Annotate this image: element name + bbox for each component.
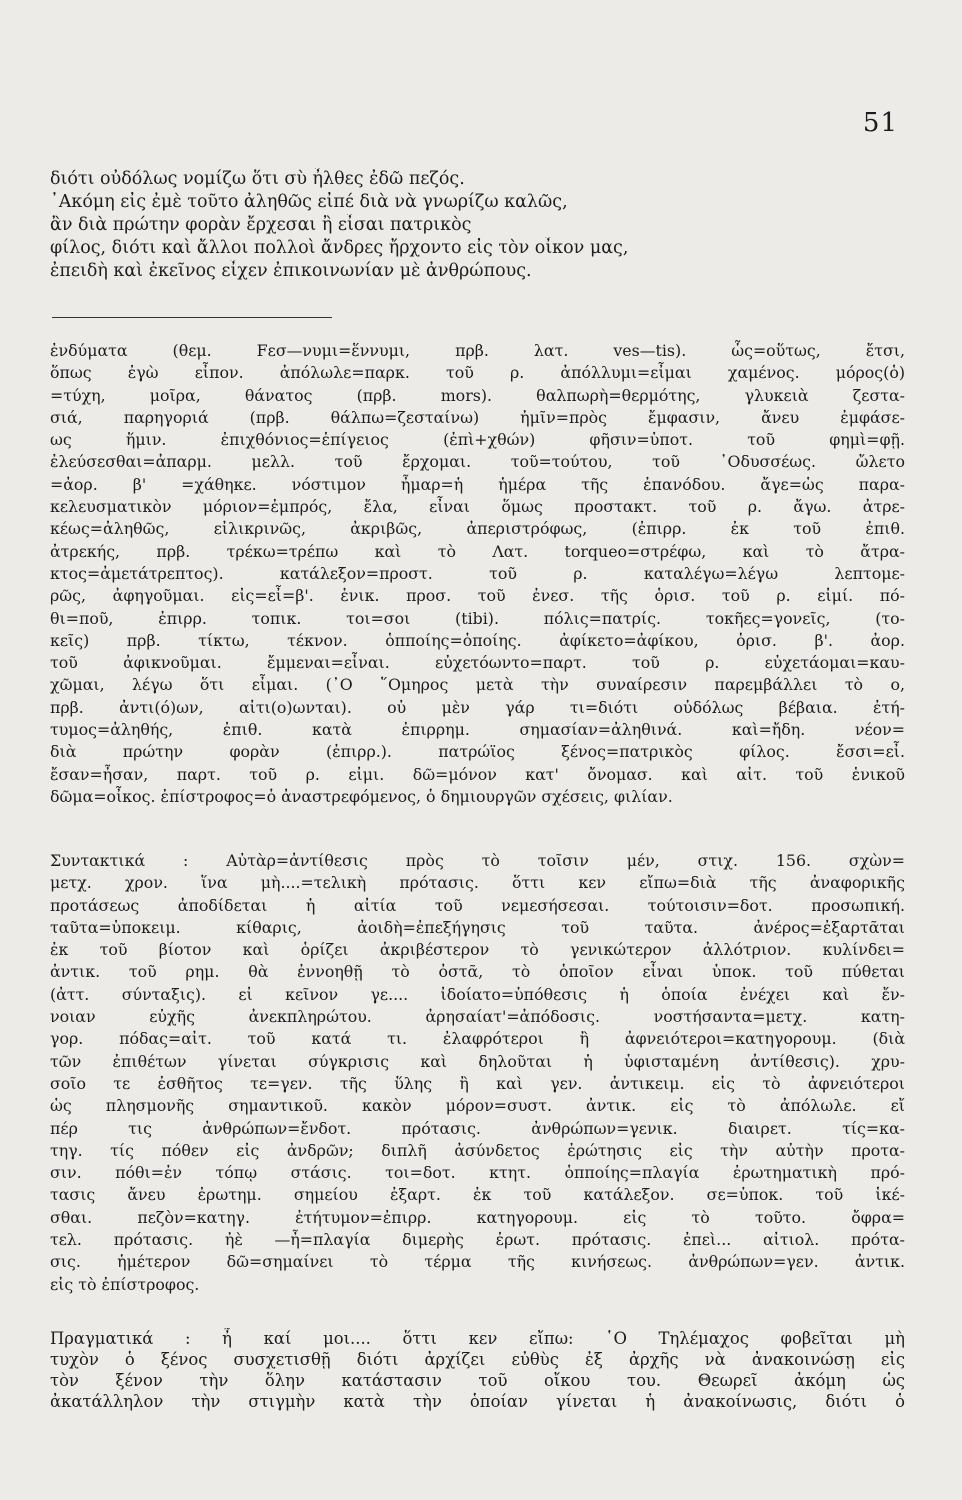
verse-line: διότι οὐδόλως νομίζω ὅτι σὺ ἦλθες ἐδῶ πεζός. <box>50 169 465 189</box>
page-number: 51 <box>862 108 898 138</box>
verse-line: ἐπειδὴ καὶ ἐκεῖνος εἶχεν ἐπικοινωνίαν μὲ ἀνθρώπους. <box>50 261 532 281</box>
realia-section <box>50 1328 905 1412</box>
notes-line: ως ἥμιν. ἐπιχθόνιος=ἐπίγειος (ἐπὶ+χθών) φῆσιν=ὑποτ. τοῦ φημὶ=φῇ. <box>50 430 905 450</box>
syntax-line: τῶν ἐπιθέτων γίνεται σύγκρισις καὶ δηλοῦται ἡ ὑφισταμένη ἀντίθεσις). χρυ- <box>50 1051 905 1071</box>
notes-line: =τύχη, μοῖρα, θάνατος (πρβ. mors). θαλπωρὴ=θερμότης, γλυκειὰ ζεστα- <box>50 385 905 405</box>
syntax-line: γορ. πόδας=αἰτ. τοῦ κατά τι. ἐλαφρότεροι ἢ ἀφνειότεροι=κατηγορουμ. (διὰ <box>50 1029 905 1049</box>
notes-line: κελευσματικὸν μόριον=ἐμπρός, ἔλα, εἶναι ὅμως προστακτ. τοῦ ρ. ἄγω. ἀτρε- <box>50 497 905 517</box>
notes-line: τοῦ ἀφικνοῦμαι. ἔμμεναι=εἶναι. εὐχετόωντο=παρτ. τοῦ ρ. εὐχετάομαι=καυ- <box>50 653 905 673</box>
notes-line: διὰ πρώτην φορὰν (ἐπιρρ.). πατρώϊος ξένος=πατρικὸς φίλος. ἔσσι=εἶ. <box>50 742 905 762</box>
vocabulary-notes <box>50 340 905 808</box>
notes-line: πρβ. ἀντι(ό)ων, αἰτι(ο)ωνται). οὐ μὲν γάρ τι=διότι οὐδόλως βέβαια. ἐτή- <box>50 697 905 717</box>
verse-line: ἂν διὰ πρώτην φορὰν ἔρχεσαι ἢ εἶσαι πατρικὸς <box>50 215 472 235</box>
syntax-line: τελ. πρότασις. ἠὲ —ἦ=πλαγία διμερὴς ἐρωτ. πρότασις. ἐπεὶ... αἰτιολ. πρότα- <box>50 1230 905 1250</box>
syntax-line: σις. ἡμέτερον δῶ=σημαίνει τὸ τέρμα τῆς κινήσεως. ἀνθρώπων=γεν. ἀντικ. <box>50 1252 905 1272</box>
notes-line: ὅπως ἐγὼ εἶπον. ἀπόλωλε=παρκ. τοῦ ρ. ἀπόλλυμι=εἶμαι χαμένος. μόρος(ὁ) <box>50 363 905 383</box>
notes-line: κτος=ἀμετάτρεπτος). κατάλεξον=προστ. τοῦ ρ. καταλέγω=λέγω λεπτομε- <box>50 563 905 583</box>
realia-line: ἀκατάλληλον τὴν στιγμὴν κατὰ τὴν ὁποίαν γίνεται ἡ ἀνακοίνωσις, διότι ὁ <box>50 1392 905 1411</box>
syntax-line: ταῦτα=ὑποκειμ. κίθαρις, ἀοιδὴ=ἐπεξήγησις τοῦ ταῦτα. ἀνέρος=ἐξαρτᾶται <box>50 917 905 937</box>
syntax-line: προτάσεως ἀποδίδεται ἡ αἰτία τοῦ νεμεσήσεσαι. τούτοισιν=δοτ. προσωπική. <box>50 895 905 915</box>
syntax-line: σοῖο τε ἐσθῆτος τε=γεν. τῆς ὕλης ἢ καὶ γεν. ἀντικειμ. εἰς τὸ ἀφνειότεροι <box>50 1073 905 1093</box>
syntax-line: σθαι. πεζὸν=κατηγ. ἐτήτυμον=ἐπιρρ. κατηγορουμ. εἰς τὸ τοῦτο. ὄφρα= <box>50 1207 905 1227</box>
notes-line: ἔσαν=ἦσαν, παρτ. τοῦ ρ. εἰμι. δῶ=μόνον κατ' ὄνομασ. καὶ αἰτ. τοῦ ἑνικοῦ <box>50 764 905 784</box>
realia-line: Πραγματικά : ἦ καί μοι.... ὅττι κεν εἴπω: ῾Ο Τηλέμαχος φοβεῖται μὴ <box>50 1329 905 1348</box>
syntax-line: τηγ. τίς πόθεν εἰς ἀνδρῶν; διπλῆ ἀσύνδετος ἐρώτησις εἰς τὴν αὐτὴν προτα- <box>50 1140 905 1160</box>
syntax-line: μετχ. χρον. ἵνα μὴ....=τελικὴ πρότασις. ὅττι κεν εἴπω=διὰ τῆς ἀναφορικῆς <box>50 873 905 893</box>
notes-line: ἀτρεκής, πρβ. τρέκω=τρέπω καὶ τὸ Λατ. torqueo=στρέφω, καὶ τὸ ἄτρα- <box>50 541 905 561</box>
realia-line: τυχὸν ὁ ξένος συσχετισθῇ διότι ἀρχίζει εὐθὺς ἐξ ἀρχῆς νὰ ἀνακοινώσῃ εἰς <box>50 1350 905 1369</box>
syntax-line: τασις ἄνευ ἐρωτημ. σημείου ἐξαρτ. ἐκ τοῦ κατάλεξον. σε=ὑποκ. τοῦ ἱκέ- <box>50 1185 905 1205</box>
notes-line: =ἀορ. β' =χάθηκε. νόστιμον ἦμαρ=ἡ ἡμέρα τῆς ἐπανόδου. ἄγε=ὡς παρα- <box>50 474 905 494</box>
notes-line: ἐλεύσεσθαι=ἀπαρμ. μελλ. τοῦ ἔρχομαι. τοῦ=τούτου, τοῦ ᾿Οδυσσέως. ὤλετο <box>50 452 905 472</box>
verse-line: φίλος, διότι καὶ ἄλλοι πολλοὶ ἄνδρες ἤρχοντο εἰς τὸν οἶκον μας, <box>50 238 629 258</box>
notes-line: θι=ποῦ, ἐπιρρ. τοπικ. τοι=σοι (tibi). πόλις=πατρίς. τοκῆες=γονεῖς, (το- <box>50 608 905 628</box>
section-divider <box>52 317 332 318</box>
syntax-line: Συντακτικά : Αὐτὰρ=ἀντίθεσις πρὸς τὸ τοῖσιν μέν, στιχ. 156. σχὼν= <box>50 851 905 870</box>
notes-line: ρῶς, ἀφηγοῦμαι. εἰς=εἶ=β'. ἑνικ. προσ. τοῦ ἐνεσ. τῆς ὁρισ. τοῦ ρ. εἰμί. πό- <box>50 586 905 606</box>
syntax-line: νοιαν εὐχῆς ἀνεκπληρώτου. ἀρησαίατ'=ἀπόδοσις. νοστήσαντα=μετχ. κατη- <box>50 1007 905 1027</box>
notes-line: σιά, παρηγοριά (πρβ. θάλπω=ζεσταίνω) ἡμῖν=πρὸς ἔμφασιν, ἄνευ ἐμφάσε- <box>50 407 905 427</box>
syntax-line: πέρ τις ἀνθρώπων=ἔνδοτ. πρότασις. ἀνθρώπων=γενικ. διαιρετ. τίς=κα- <box>50 1118 905 1138</box>
syntax-section <box>50 850 905 1296</box>
syntax-line: (ἀττ. σύνταξις). εἰ κεῖνον γε.... ἰδοίατο=ὑπόθεσις ἡ ὁποία ἐνέχει καὶ ἔν- <box>50 984 905 1004</box>
verse-translation <box>50 168 905 283</box>
realia-line: τὸν ξένον τὴν ὅλην κατάστασιν τοῦ οἴκου του. Θεωρεῖ ἀκόμη ὡς <box>50 1371 905 1390</box>
verse-line: ᾿Ακόμη εἰς ἐμὲ τοῦτο ἀληθῶς εἰπέ διὰ νὰ γνωρίζω καλῶς, <box>50 192 568 212</box>
syntax-line: ὡς πλησμονῆς σημαντικοῦ. κακὸν μόρον=συστ. ἀντικ. εἰς τὸ ἀπόλωλε. εἴ <box>50 1096 905 1116</box>
syntax-line: ἀντικ. τοῦ ρημ. θὰ ἐννοηθῇ τὸ ὀστᾶ, τὸ ὁποῖον εἶναι ὑποκ. τοῦ πύθεται <box>50 962 905 982</box>
notes-line: τυμος=ἀληθής, ἐπιθ. κατὰ ἐπιρρημ. σημασίαν=ἀληθινά. καὶ=ἤδη. νέον= <box>50 720 905 740</box>
syntax-line: σιν. πόθι=ἐν τόπῳ στάσις. τοι=δοτ. κτητ. ὁπποίης=πλαγία ἐρωτηματικὴ πρό- <box>50 1163 905 1183</box>
notes-line: δῶμα=οἶκος. ἐπίστροφος=ὁ ἀναστρεφόμενος, ὁ δημιουργῶν σχέσεις, φιλίαν. <box>50 786 673 806</box>
syntax-line: εἰς τὸ ἐπίστροφος. <box>50 1274 200 1294</box>
notes-line: χῶμαι, λέγω ὅτι εἶμαι. (᾿Ο ῞Ομηρος μετὰ τὴν συναίρεσιν παρεμβάλλει τὸ ο, <box>50 675 905 695</box>
notes-line: κέως=ἀληθῶς, εἰλικρινῶς, ἀκριβῶς, ἀπεριστρόφως, (ἐπιρρ. ἐκ τοῦ ἐπιθ. <box>50 519 905 539</box>
syntax-line: ἐκ τοῦ βίοτον καὶ ὁρίζει ἀκριβέστερον τὸ γενικώτερον ἀλλότριον. κυλίνδει= <box>50 940 905 960</box>
notes-line: ἐνδύματα (θεμ. Fεσ—νυμι=ἕννυμι, πρβ. λατ. ves—tis). ὧς=οὕτως, ἔτσι, <box>50 341 905 360</box>
notes-line: κεῖς) πρβ. τίκτω, τέκνον. ὁπποίης=ὁποίης. ἀφίκετο=ἀφίκου, ὁρισ. β'. ἀορ. <box>50 630 905 650</box>
